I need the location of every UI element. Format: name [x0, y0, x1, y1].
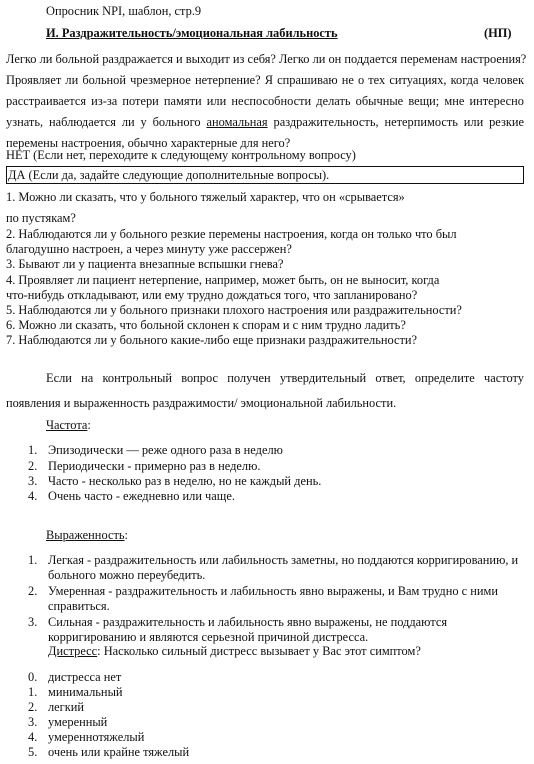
- frequency-option: Очень часто - ежедневно или чаще.: [48, 489, 235, 503]
- distress-question: [48, 644, 421, 660]
- intro-line: перемены настроения, обычно характерные для него?: [6, 136, 291, 150]
- frequency-option: Периодически - примерно раз в неделю.: [48, 459, 261, 473]
- intro-text: раздражительность, нетерпимость или резкие: [267, 115, 525, 129]
- document-title: Опросник NPI, шаблон, стр.9: [46, 4, 202, 18]
- intro-paragraph: [6, 52, 527, 157]
- severity-option: Сильная - раздражительность и лабильность явно выражены, не поддаются: [48, 615, 448, 629]
- frequency-heading: [46, 418, 91, 434]
- frequency-option: Эпизодически — реже одного раза в неделю: [48, 443, 283, 457]
- instruction-line: появления и выраженность раздражимости/ эмоциональной лабильности.: [6, 396, 397, 410]
- distress-number: 0.: [28, 670, 38, 684]
- question-item: 5. Наблюдаются ли у больного признаки плохого настроения или раздражительности?: [6, 303, 462, 317]
- distress-label: Дистресс: [48, 644, 98, 658]
- frequency-number: 1.: [28, 443, 38, 457]
- section-title: И. Раздражительность/эмоциональная лабильность: [46, 26, 338, 40]
- question-item: 2. Наблюдаются ли у больного резкие перемены настроения, когда он только что был: [6, 227, 457, 241]
- question-item: 3. Бывают ли у пациента внезапные вспышки гнева?: [6, 257, 284, 271]
- intro-line: Проявляет ли больной чрезмерное нетерпение? Я спрашиваю не о тех ситуациях, когда человек: [6, 73, 524, 87]
- question-item: 4. Проявляет ли пациент нетерпение, например, может быть, он не выносит, когда: [6, 273, 440, 287]
- distress-number: 5.: [28, 745, 38, 759]
- intro-line: Легко ли больной раздражается и выходит из себя? Легко ли он поддается переменам настроения?: [6, 52, 527, 66]
- intro-text: узнать, наблюдается ли у больного: [6, 115, 207, 129]
- frequency-option: Часто - несколько раз в неделю, но не каждый день.: [48, 474, 322, 488]
- severity-number: 2.: [28, 584, 38, 598]
- answer-yes: ДА (Если да, задайте следующие дополнительные вопросы).: [8, 168, 330, 182]
- distress-number: 4.: [28, 730, 38, 744]
- instruction-paragraph: [46, 371, 524, 387]
- frequency-colon: :: [87, 418, 91, 432]
- intro-line: расстраивается из-за потери памяти или неспособности делать обычные вещи; мне интересно: [6, 94, 524, 108]
- section-code: (НП): [484, 26, 512, 40]
- distress-text: : Насколько сильный дистресс вызывает у Вас этот симптом?: [97, 644, 421, 658]
- frequency-number: 3.: [28, 474, 38, 488]
- frequency-number: 2.: [28, 459, 38, 473]
- distress-number: 2.: [28, 700, 38, 714]
- distress-option: минимальный: [48, 685, 123, 699]
- severity-option-cont: корригированию и являются серьезной причиной дистресса.: [48, 630, 369, 644]
- frequency-number: 4.: [28, 489, 38, 503]
- intro-emphasis: аномальная: [206, 115, 268, 129]
- severity-number: 3.: [28, 615, 38, 629]
- severity-option: Легкая - раздражительность или лабильность заметны, но поддаются корригированию, и: [48, 553, 519, 567]
- question-item: по пустякам?: [6, 211, 76, 225]
- intro-line-with-emphasis: [6, 115, 524, 136]
- frequency-title: Частота: [46, 418, 88, 432]
- instruction-line: Если на контрольный вопрос получен утвердительный ответ, определите частоту: [46, 371, 524, 385]
- question-item: 7. Наблюдаются ли у больного какие-либо еще признаки раздражительности?: [6, 333, 418, 347]
- distress-option: дистресса нет: [48, 670, 122, 684]
- distress-number: 3.: [28, 715, 38, 729]
- severity-option-cont: справиться.: [48, 599, 110, 613]
- distress-option: умереннотяжелый: [48, 730, 145, 744]
- distress-option: легкий: [48, 700, 85, 714]
- severity-option-cont: больного можно переубедить.: [48, 568, 206, 582]
- question-item: благодушно настроен, а через минуту уже рассержен?: [6, 242, 292, 256]
- severity-title: Выраженность: [46, 528, 125, 542]
- distress-number: 1.: [28, 685, 38, 699]
- distress-option: умеренный: [48, 715, 108, 729]
- severity-option: Умеренная - раздражительность и лабильность явно выражены, и Вам трудно с ними: [48, 584, 498, 598]
- question-item: 6. Можно ли сказать, что больной склонен к спорам и с ним трудно ладить?: [6, 318, 406, 332]
- severity-number: 1.: [28, 553, 38, 567]
- question-item: что-нибудь откладывают, или ему трудно дождаться того, что запланировано?: [6, 288, 418, 302]
- answer-no: НЕТ (Если нет, переходите к следующему контрольному вопросу): [6, 148, 356, 162]
- question-item: 1. Можно ли сказать, что у больного тяжелый характер, что он «срывается»: [6, 190, 405, 204]
- severity-colon: :: [124, 528, 128, 542]
- distress-option: очень или крайне тяжелый: [48, 745, 190, 759]
- severity-heading: [46, 528, 128, 544]
